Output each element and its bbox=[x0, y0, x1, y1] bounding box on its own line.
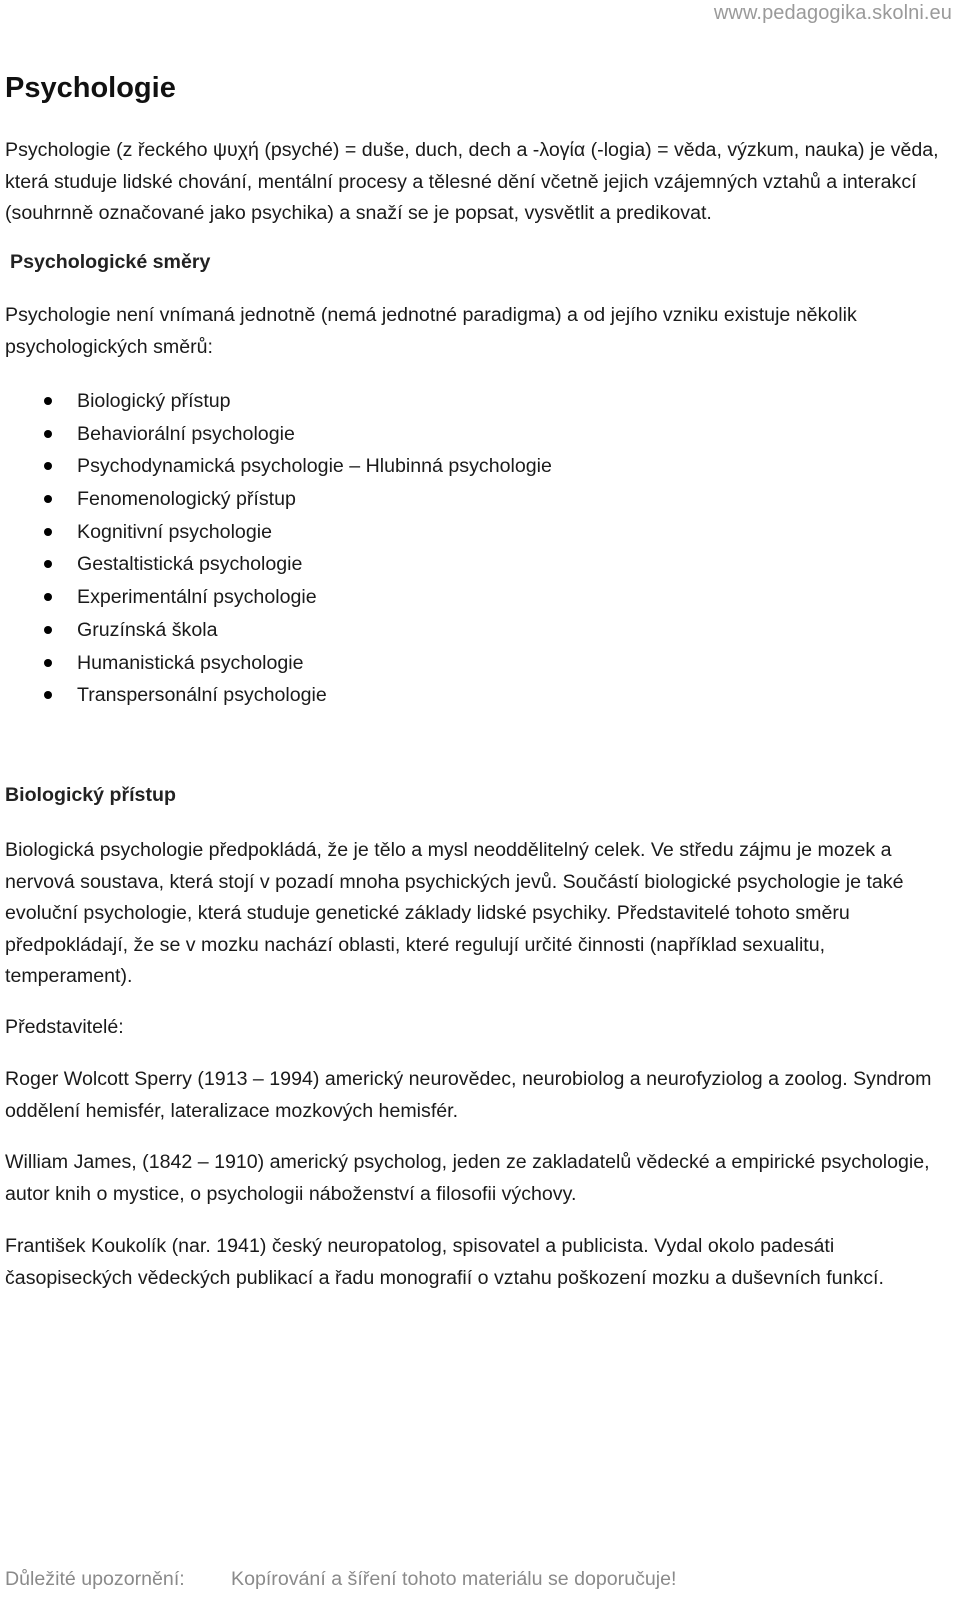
bullet-icon bbox=[44, 495, 52, 503]
bullet-icon bbox=[44, 593, 52, 601]
footer bbox=[5, 1568, 676, 1591]
list-item-label: Fenomenologický přístup bbox=[77, 488, 296, 511]
representatives-label: Představitelé: bbox=[5, 1016, 124, 1038]
page-title: Psychologie bbox=[5, 72, 176, 104]
bullet-icon bbox=[44, 691, 52, 699]
list-item-label: Kognitivní psychologie bbox=[77, 520, 272, 543]
representative-koukolik: František Koukolík (nar. 1941) český neuropatolog, spisovatel a publicista. Vydal okolo padesáti časopiseckých vědeckých publikací a řadu monografií o vztahu poškození mozku a duševních funkcí. bbox=[5, 1235, 884, 1289]
list-item-label: Behaviorální psychologie bbox=[77, 422, 295, 445]
intro-paragraph: Psychologie (z řeckého ψυχή (psyché) = duše, duch, dech a -λογία (-logia) = věda, výzkum, nauka) je věda, která studuje lidské chování, mentální procesy a tělesné dění včetně jejich vzájemných vztahů a interakcí (souhrnně označované jako psychika) a snaží se je popsat, vysvětlit a predikovat. bbox=[5, 139, 939, 224]
section-heading-directions: Psychologické směry bbox=[10, 251, 211, 273]
list-item bbox=[0, 614, 552, 647]
list-item-label: Transpersonální psychologie bbox=[77, 684, 327, 707]
directions-list bbox=[0, 385, 552, 712]
footer-warning-label: Důležité upozornění: bbox=[5, 1568, 185, 1590]
list-item bbox=[0, 385, 552, 418]
list-item-label: Experimentální psychologie bbox=[77, 586, 317, 609]
list-item bbox=[0, 483, 552, 516]
list-item-label: Gruzínská škola bbox=[77, 618, 218, 641]
list-item bbox=[0, 450, 552, 483]
directions-paragraph: Psychologie není vnímaná jednotně (nemá jednotné paradigma) a od jejího vzniku existuje několik psychologických směrů: bbox=[5, 304, 857, 358]
list-item-label: Humanistická psychologie bbox=[77, 651, 304, 674]
representative-sperry: Roger Wolcott Sperry (1913 – 1994) americký neurovědec, neurobiolog a neurofyziolog a zoolog. Syndrom oddělení hemisfér, lateralizace mozkových hemisfér. bbox=[5, 1068, 932, 1122]
list-item bbox=[0, 581, 552, 614]
site-url: www.pedagogika.skolni.eu bbox=[713, 2, 952, 24]
list-item bbox=[0, 647, 552, 680]
bullet-icon bbox=[44, 659, 52, 667]
list-item bbox=[0, 418, 552, 451]
bullet-icon bbox=[44, 430, 52, 438]
list-item bbox=[0, 679, 552, 712]
biological-paragraph: Biologická psychologie předpokládá, že je tělo a mysl neoddělitelný celek. Ve středu zájmu je mozek a nervová soustava, která stojí v pozadí mnoha psychických jevů. Součástí biologické psychologie je také evoluční psychologie, která studuje genetické základy lidské psychiky. Představitelé tohoto směru předpokládají, že se v mozku nachází oblasti, které regulují určité činnosti (například sexualitu, temperament). bbox=[5, 839, 904, 987]
section-heading-biological: Biologický přístup bbox=[5, 784, 176, 806]
bullet-icon bbox=[44, 462, 52, 470]
list-item-label: Psychodynamická psychologie – Hlubinná psychologie bbox=[77, 455, 552, 478]
footer-warning-text: Kopírování a šíření tohoto materiálu se doporučuje! bbox=[231, 1568, 677, 1590]
bullet-icon bbox=[44, 626, 52, 634]
representative-james: William James, (1842 – 1910) americký psycholog, jeden ze zakladatelů vědecké a empirické psychologie, autor knih o mystice, o psychologii náboženství a filosofii výchovy. bbox=[5, 1151, 930, 1205]
list-item-label: Biologický přístup bbox=[77, 390, 231, 412]
bullet-icon bbox=[44, 397, 52, 405]
list-item bbox=[0, 548, 552, 581]
list-item-label: Gestaltistická psychologie bbox=[77, 553, 303, 576]
list-item bbox=[0, 516, 552, 549]
bullet-icon bbox=[44, 528, 52, 536]
bullet-icon bbox=[44, 560, 52, 568]
